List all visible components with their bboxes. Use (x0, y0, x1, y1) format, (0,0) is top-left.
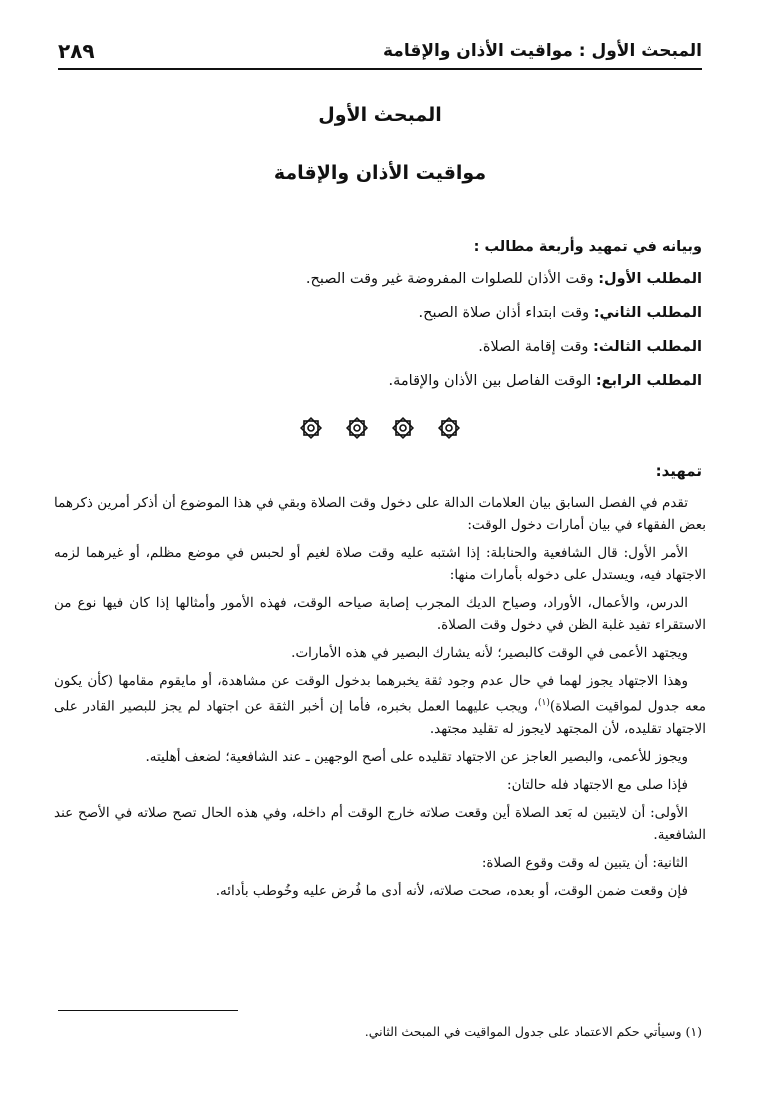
footnote-number: (١) (685, 1024, 702, 1039)
footnote-text: وسيأتي حكم الاعتماد على جدول المواقيت في المبحث الثاني. (364, 1024, 682, 1039)
paragraph (54, 670, 706, 740)
outline-item (58, 330, 702, 364)
chapter-title: المبحث الأول (318, 104, 442, 126)
paragraph-text: وهذا الاجتهاد يجوز لهما في حال عدم وجود ثقة يخبرهما بدخول الوقت عن مشاهدة، أو مايقوم مقامها (كأن يكون معه جدول لمواقيت الصلاة) (54, 673, 706, 715)
paragraph: ويجوز للأعمى، والبصير العاجز عن الاجتهاد تقليده على أصح الوجهين ـ عند الشافعية؛ لضعف أهليته. (145, 748, 688, 765)
chapter-outline (58, 232, 702, 398)
outline-item (58, 296, 702, 330)
footnote (58, 1020, 702, 1044)
outline-item-label: المطلب الثاني: (593, 305, 702, 321)
paragraph: فإذا صلى مع الاجتهاد فله حالتان: (507, 776, 688, 793)
footnote-divider (58, 1010, 238, 1011)
octagram-ornament-icon (299, 416, 323, 444)
octagram-ornament-icon (437, 416, 461, 444)
paragraph: الثانية: أن يتبين له وقت وقوع الصلاة: (481, 854, 688, 871)
paragraph: الأولى: أن لايتبين له بَعد الصلاة أين وقعت صلاته خارج الوقت أم داخله، وفي هذه الحال تصح صلاته في الأصح عند الشافعية. (54, 804, 706, 843)
outline-item-label: المطلب الرابع: (595, 373, 702, 389)
outline-item (58, 262, 702, 296)
subject-title: مواقيت الأذان والإقامة (273, 162, 487, 184)
section-heading: تمهيد: (655, 462, 702, 480)
page-header (58, 34, 702, 70)
outline-item-label: المطلب الأول: (598, 271, 702, 287)
page-number: ٢٨٩ (58, 39, 95, 63)
paragraph-text: ، ويجب عليهما العمل بخبره، فأما إن أخبر الثقة عن اجتهاد لم يجز للبصير القادر على الاجتهاد تقليده، لأن المجتهد لايجوز له تقليد مجتهد. (54, 698, 706, 737)
body-text (54, 492, 706, 908)
paragraph: تقدم في الفصل السابق بيان العلامات الدالة على دخول وقت الصلاة وبقي في هذا الموضوع أن أذكر أمرين ذكرهما بعض الفقهاء في بيان أمارات دخول الوقت: (54, 495, 706, 533)
paragraph: فإن وقعت ضمن الوقت، أو بعده، صحت صلاته، لأنه أدى ما فُرض عليه وخُوطب بأدائه. (215, 882, 688, 899)
paragraph: الدرس، والأعمال، الأوراد، وصياح الديك المجرب إصابة صياحه الوقت، فهذه الأمور وأمثالها إذا كان فيها نوع من الاستقراء تفيد غلبة الظن في دخول وقت الصلاة. (54, 595, 706, 633)
outline-item-text: الوقت الفاصل بين الأذان والإقامة. (388, 373, 596, 389)
outline-item-text: وقت ابتداء أذان صلاة الصبح. (418, 305, 594, 321)
outline-item (58, 364, 702, 398)
paragraph: ويجتهد الأعمى في الوقت كالبصير؛ لأنه يشارك البصير في هذه الأمارات. (291, 645, 688, 661)
title-block (0, 100, 760, 188)
octagram-ornament-icon (345, 416, 369, 444)
outline-item-text: وقت الأذان للصلوات المفروضة غير وقت الصبح. (305, 271, 599, 287)
section-divider (0, 416, 760, 444)
running-title: المبحث الأول : مواقيت الأذان والإقامة (382, 41, 702, 61)
outline-item-label: المطلب الثالث: (593, 339, 702, 355)
octagram-ornament-icon (391, 416, 415, 444)
outline-item-text: وقت إقامة الصلاة. (478, 339, 594, 355)
outline-intro: وبيانه في تمهيد وأربعة مطالب : (473, 239, 702, 255)
paragraph: الأمر الأول: قال الشافعية والحنابلة: إذا اشتبه عليه وقت صلاة لغيم أو لحبس في موضع مظلم، أو غيرهما لزمه الاجتهاد فيه، ويستدل على دخوله بأمارات منها: (54, 545, 706, 583)
footnote-marker[interactable]: (١) (538, 698, 550, 708)
